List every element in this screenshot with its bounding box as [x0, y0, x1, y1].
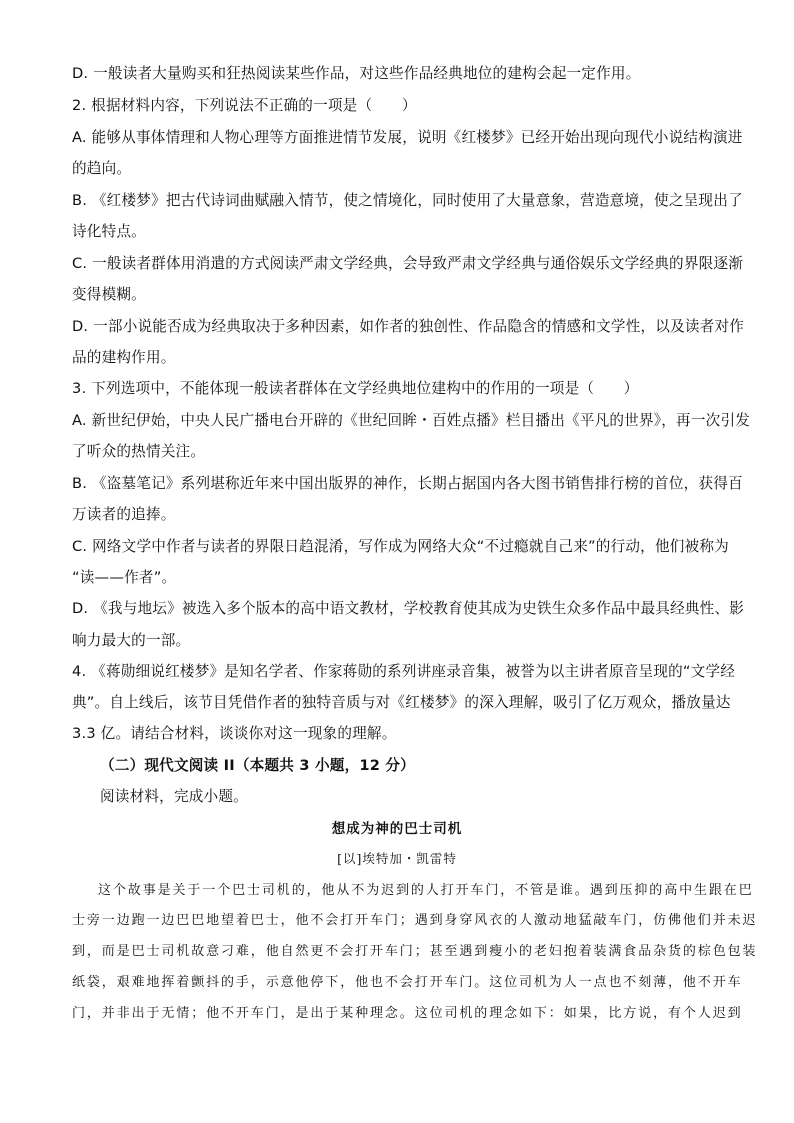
q2-option-a-line1: A. 能够从事体情理和人物心理等方面推进情节发展，说明《红楼梦》已经开始出现向现代小说结构演进	[72, 129, 743, 146]
section-instruction: 阅读材料，完成小题。	[100, 788, 248, 805]
story-paragraph-line3: 到，而是巴士司机故意刁难，他自然更不会打开车门；甚至遇到瘦小的老妇抱着装满食品杂货的棕色包装	[72, 944, 758, 959]
q2-stem: 2. 根据材料内容，下列说法不正确的一项是（ ）	[72, 97, 417, 114]
q3-option-b-line2: 万读者的追捧。	[72, 506, 176, 523]
q2-option-a-line2: 的趋向。	[72, 160, 132, 177]
q2-option-c-line2: 变得模糊。	[72, 286, 146, 303]
q3-option-a-line2: 了听众的热情关注。	[72, 443, 206, 460]
q2-option-c-line1: C. 一般读者群体用消遣的方式阅读严肃文学经典，会导致严肃文学经典与通俗娱乐文学经典的界限逐渐	[72, 255, 743, 272]
q3-option-c-line2: “读——作者”。	[72, 569, 177, 586]
q4-line2: 典”。自上线后，该节目凭借作者的独特音质与对《红楼梦》的深入理解，吸引了亿万观众，播放量达	[72, 694, 731, 711]
q2-option-b-line2: 诗化特点。	[72, 223, 146, 240]
q1-option-d: D. 一般读者大量购买和狂热阅读某些作品，对这些作品经典地位的建构会起一定作用。	[72, 65, 641, 82]
q3-option-d-line2: 响力最大的一部。	[72, 632, 191, 649]
q4-line1: 4. 《蒋勋细说红楼梦》是知名学者、作家蒋勋的系列讲座录音集，被誉为以主讲者原音呈现的“文学经	[72, 663, 736, 680]
q4-line3: 3.3 亿。请结合材料，谈谈你对这一现象的理解。	[72, 725, 397, 742]
story-paragraph-line4: 纸袋，艰难地挥着颤抖的手，示意他停下，他也不会打开车门。这位司机为人一点也不刻薄，他不开车	[72, 975, 743, 990]
q3-option-b-line1: B. 《盗墓笔记》系列堪称近年来中国出版界的神作，长期占据国内各大图书销售排行榜的首位，获得百	[72, 475, 743, 492]
q3-option-c-line1: C. 网络文学中作者与读者的界限日趋混淆，写作成为网络大众“不过瘾就自己来”的行动，他们被称为	[72, 538, 729, 555]
story-author: [以]埃特加・凯雷特	[337, 851, 457, 866]
q2-option-d-line1: D. 一部小说能否成为经典取决于多种因素，如作者的独创性、作品隐含的情感和文学性，以及读者对作	[72, 318, 745, 335]
section-heading: （二）现代文阅读 II（本题共 3 小题，12 分）	[100, 757, 415, 774]
q3-option-a-line1: A. 新世纪伊始，中央人民广播电台开辟的《世纪回眸・百姓点播》栏目播出《平凡的世界》，再一次引发	[72, 412, 751, 429]
q3-option-d-line1: D. 《我与地坛》被选入多个版本的高中语文教材，学校教育使其成为史铁生众多作品中最具经典性、影	[72, 600, 745, 617]
story-paragraph-line5: 门，并非出于无情；他不开车门，是出于某种理念。这位司机的理念如下：如果，比方说，有个人迟到	[72, 1006, 743, 1021]
story-paragraph-line2: 士旁一边跑一边巴巴地望着巴士，他不会打开车门；遇到身穿风衣的人激动地猛敲车门，仿佛他们并未迟	[72, 913, 758, 928]
q3-stem: 3. 下列选项中，不能体现一般读者群体在文学经典地位建构中的作用的一项是（ ）	[72, 380, 639, 397]
story-paragraph-line1: 这个故事是关于一个巴士司机的，他从不为迟到的人打开车门，不管是谁。遇到压抑的高中生跟在巴	[98, 883, 754, 898]
q2-option-d-line2: 品的建构作用。	[72, 349, 176, 366]
story-title: 想成为神的巴士司机	[331, 821, 463, 837]
q2-option-b-line1: B. 《红楼梦》把古代诗词曲赋融入情节，使之情境化，同时使用了大量意象，营造意境，使之呈现出了	[72, 192, 743, 209]
